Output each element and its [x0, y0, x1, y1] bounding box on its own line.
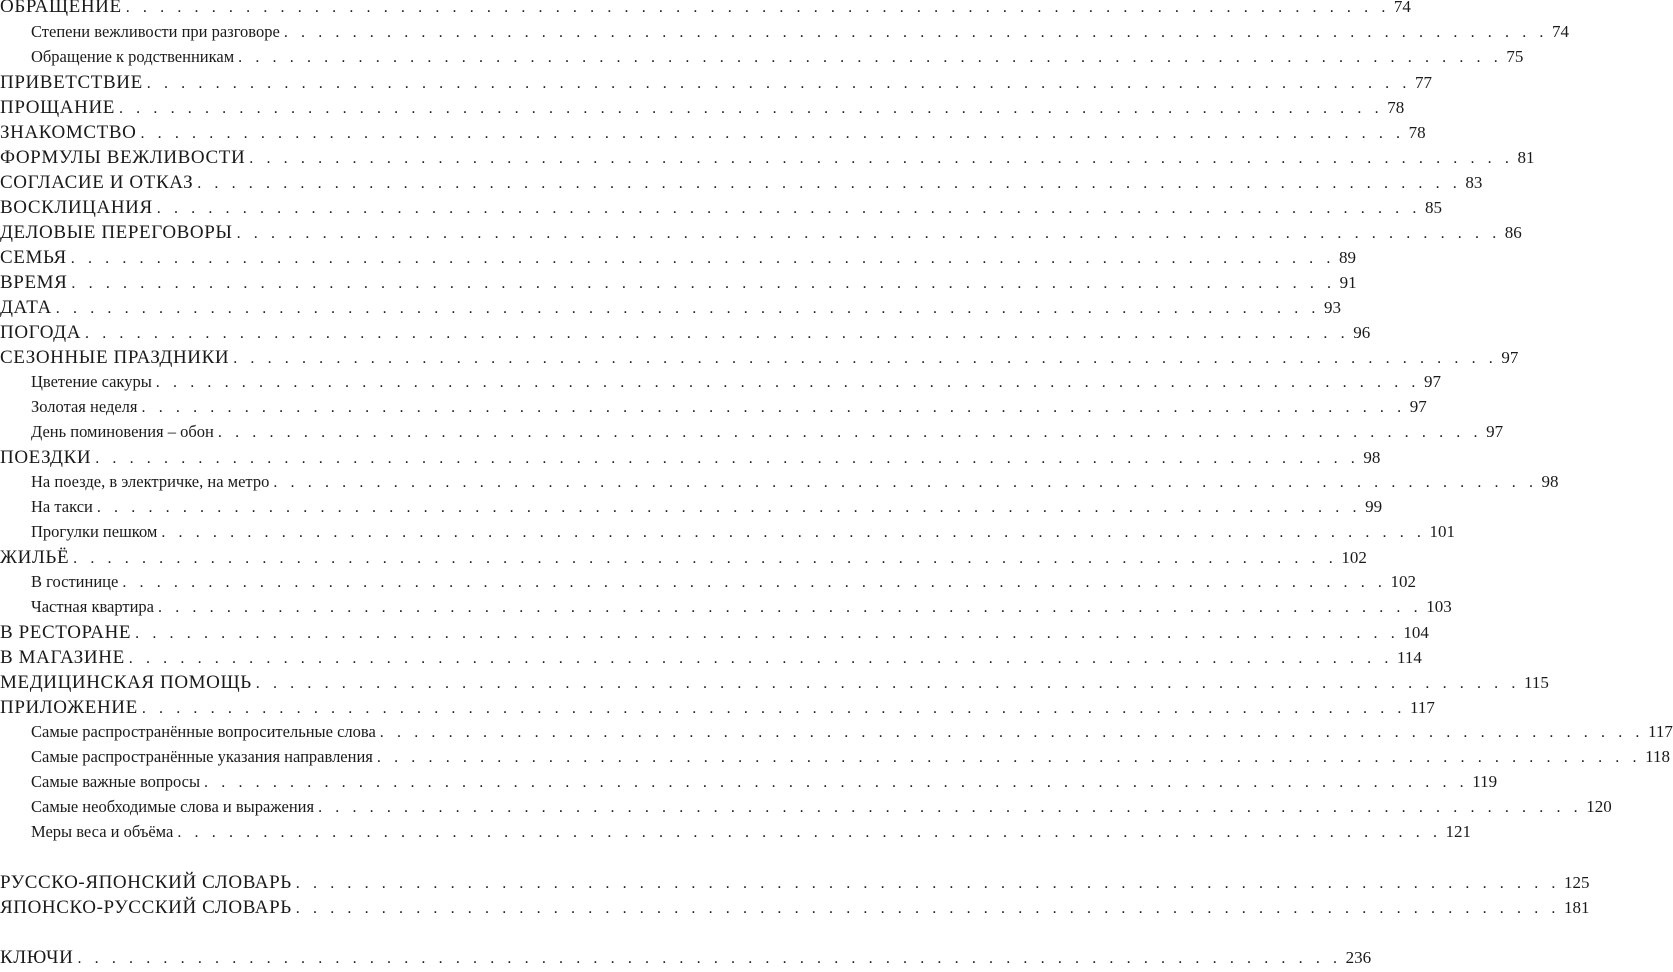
toc-section: [0, 222, 1522, 247]
dot-leader: . . . . . . . . . . . . . . . . . . . . . . . . . . . . . . . . . . . . . . . . . . . . . . . . . . . . . . . . . . . . . . . . . . . . . . . . . .: [161, 524, 1426, 541]
toc-subsection: [0, 572, 1417, 597]
toc-entry-title: ПОГОДА: [0, 322, 82, 343]
dot-leader: . . . . . . . . . . . . . . . . . . . . . . . . . . . . . . . . . . . . . . . . . . . . . . . . . . . . . . . . . . . . . . . . . . . . . . . . . .: [155, 374, 1420, 391]
dot-leader: . . . . . . . . . . . . . . . . . . . . . . . . . . . . . . . . . . . . . . . . . . . . . . . . . . . . . . . . . . . . . . . . . . . . . . . . . .: [118, 100, 1384, 117]
toc-page-number: 115: [1523, 673, 1549, 692]
toc-entry-title: Золотая неделя: [31, 397, 138, 416]
dot-leader: . . . . . . . . . . . . . . . . . . . . . . . . . . . . . . . . . . . . . . . . . . . . . . . . . . . . . . . . . . . . . . . . . . . . . . . . . .: [128, 650, 1393, 667]
toc-page-number: 117: [1410, 698, 1435, 717]
toc-entry-title: Прогулки пешком: [31, 522, 158, 541]
toc-section: [0, 697, 1435, 722]
toc-entry-title: В МАГАЗИНЕ: [0, 647, 125, 668]
toc-entry-title: ПРОЩАНИЕ: [0, 97, 115, 118]
dot-leader: . . . . . . . . . . . . . . . . . . . . . . . . . . . . . . . . . . . . . . . . . . . . . . . . . . . . . . . . . . . . . . . . . . . . . . . . . .: [156, 200, 1421, 217]
dot-leader: . . . . . . . . . . . . . . . . . . . . . . . . . . . . . . . . . . . . . . . . . . . . . . . . . . . . . . . . . . . . . . . . . . . . . . . . . .: [125, 0, 1390, 16]
toc-entry-title: Самые необходимые слова и выражения: [31, 797, 315, 816]
dot-leader: . . . . . . . . . . . . . . . . . . . . . . . . . . . . . . . . . . . . . . . . . . . . . . . . . . . . . . . . . . . . . . . . . . . . . . . . . .: [95, 450, 1360, 467]
toc-entry-title: Самые распространённые указания направления: [31, 747, 373, 766]
toc-page-number: 181: [1564, 898, 1590, 917]
toc-entry-title: ЖИЛЬЁ: [0, 547, 70, 568]
toc-entry-title: В РЕСТОРАНЕ: [0, 622, 132, 643]
toc-entry-title: На поезде, в электричке, на метро: [31, 472, 270, 491]
dot-leader: . . . . . . . . . . . . . . . . . . . . . . . . . . . . . . . . . . . . . . . . . . . . . . . . . . . . . . . . . . . . . . . . . . . . . . . . . .: [71, 275, 1336, 292]
toc-page-number: 114: [1396, 648, 1422, 667]
toc-section: [0, 647, 1422, 672]
toc-entry-title: ОБРАЩЕНИЕ: [0, 0, 122, 17]
dot-leader: . . . . . . . . . . . . . . . . . . . . . . . . . . . . . . . . . . . . . . . . . . . . . . . . . . . . . . . . . . . . . . . . . . . . . . . . . .: [217, 424, 1483, 441]
toc-entry-title: Самые важные вопросы: [31, 772, 201, 791]
toc-entry-title: Самые распространённые вопросительные слова: [31, 722, 376, 741]
toc-entry-title: ФОРМУЛЫ ВЕЖЛИВОСТИ: [0, 147, 246, 168]
toc-page-number: 78: [1387, 98, 1405, 117]
toc-subsection: [0, 472, 1559, 497]
toc-entry-title: СЕМЬЯ: [0, 247, 67, 268]
toc-subsection: [0, 772, 1498, 797]
toc-page-number: 121: [1445, 822, 1472, 841]
toc-page-number: 85: [1424, 198, 1442, 217]
dot-leader: . . . . . . . . . . . . . . . . . . . . . . . . . . . . . . . . . . . . . . . . . . . . . . . . . . . . . . . . . . . . . . . . . . . . . . . . . .: [295, 875, 1560, 892]
dot-leader: . . . . . . . . . . . . . . . . . . . . . . . . . . . . . . . . . . . . . . . . . . . . . . . . . . . . . . . . . . . . . . . . . . . . . . . . . .: [233, 350, 1498, 367]
dot-leader: . . . . . . . . . . . . . . . . . . . . . . . . . . . . . . . . . . . . . . . . . . . . . . . . . . . . . . . . . . . . . . . . . . . . . . . . . .: [204, 774, 1469, 791]
toc-entry-title: МЕДИЦИНСКАЯ ПОМОЩЬ: [0, 672, 252, 693]
toc-subsection: [0, 422, 1504, 447]
toc-page-number: 74: [1393, 0, 1411, 16]
toc-entry-title: Частная квартира: [31, 597, 155, 616]
dot-leader: . . . . . . . . . . . . . . . . . . . . . . . . . . . . . . . . . . . . . . . . . . . . . . . . . . . . . . . . . . . . . . . . . . . . . . . . . .: [376, 749, 1642, 766]
toc-entry-title: ВРЕМЯ: [0, 272, 68, 293]
toc-page-number: 125: [1564, 873, 1590, 892]
toc-section: [0, 97, 1405, 122]
toc-page-number: 83: [1465, 173, 1483, 192]
dot-leader: . . . . . . . . . . . . . . . . . . . . . . . . . . . . . . . . . . . . . . . . . . . . . . . . . . . . . . . . . . . . . . . . . . . . . . . . . .: [146, 75, 1411, 92]
toc-entry-title: ЯПОНСКО-РУССКИЙ СЛОВАРЬ: [0, 897, 292, 918]
dot-leader: . . . . . . . . . . . . . . . . . . . . . . . . . . . . . . . . . . . . . . . . . . . . . . . . . . . . . . . . . . . . . . . . . . . . . . . . . .: [85, 325, 1350, 342]
toc-page-number: 97: [1501, 348, 1519, 367]
toc-entry-title: ДЕЛОВЫЕ ПЕРЕГОВОРЫ: [0, 222, 233, 243]
dot-leader: . . . . . . . . . . . . . . . . . . . . . . . . . . . . . . . . . . . . . . . . . . . . . . . . . . . . . . . . . . . . . . . . . . . . . . . . . .: [141, 700, 1407, 717]
toc-subsection: [0, 397, 1427, 422]
dot-leader: . . . . . . . . . . . . . . . . . . . . . . . . . . . . . . . . . . . . . . . . . . . . . . . . . . . . . . . . . . . . . . . . . . . . . . . . . .: [273, 474, 1538, 491]
toc-entry-title: Цветение сакуры: [31, 372, 152, 391]
toc-entry-title: На такси: [31, 497, 93, 516]
toc-section: [0, 447, 1381, 472]
dot-leader: . . . . . . . . . . . . . . . . . . . . . . . . . . . . . . . . . . . . . . . . . . . . . . . . . . . . . . . . . . . . . . . . . . . . . . . . . .: [73, 550, 1338, 567]
toc-section: [0, 622, 1429, 647]
dot-leader: . . . . . . . . . . . . . . . . . . . . . . . . . . . . . . . . . . . . . . . . . . . . . . . . . . . . . . . . . . . . . . . . . . . . . . . . . .: [122, 574, 1387, 591]
toc-section: [0, 122, 1426, 147]
toc-section: [0, 297, 1341, 322]
dot-leader: . . . . . . . . . . . . . . . . . . . . . . . . . . . . . . . . . . . . . . . . . . . . . . . . . . . . . . . . . . . . . . . . . . . . . . . . . .: [379, 724, 1644, 741]
toc-entry-title: Меры веса и объёма: [31, 822, 174, 841]
toc-subsection: [0, 372, 1441, 397]
toc-page-number: 99: [1365, 497, 1383, 516]
toc-page-number: 93: [1324, 298, 1341, 317]
toc-page-number: 118: [1645, 747, 1670, 766]
dot-leader: . . . . . . . . . . . . . . . . . . . . . . . . . . . . . . . . . . . . . . . . . . . . . . . . . . . . . . . . . . . . . . . . . . . . . . . . . .: [77, 950, 1342, 967]
dot-leader: . . . . . . . . . . . . . . . . . . . . . . . . . . . . . . . . . . . . . . . . . . . . . . . . . . . . . . . . . . . . . . . . . . . . . . . . . .: [318, 799, 1583, 816]
dot-leader: . . . . . . . . . . . . . . . . . . . . . . . . . . . . . . . . . . . . . . . . . . . . . . . . . . . . . . . . . . . . . . . . . . . . . . . . . .: [295, 900, 1560, 917]
dot-leader: . . . . . . . . . . . . . . . . . . . . . . . . . . . . . . . . . . . . . . . . . . . . . . . . . . . . . . . . . . . . . . . . . . . . . . . . . .: [177, 824, 1442, 841]
toc-page-number: 98: [1363, 448, 1381, 467]
toc-page-number: 91: [1339, 273, 1357, 292]
toc-section: [0, 72, 1432, 97]
dot-leader: . . . . . . . . . . . . . . . . . . . . . . . . . . . . . . . . . . . . . . . . . . . . . . . . . . . . . . . . . . . . . . . . . . . . . . . . . .: [55, 300, 1320, 317]
toc-subsection: [0, 22, 1570, 47]
toc-entry-title: КЛЮЧИ: [0, 947, 74, 968]
toc-entry-title: ПРИВЕТСТВИЕ: [0, 72, 143, 93]
toc-subsection: [0, 747, 1670, 772]
toc-entry-title: Степени вежливости при разговоре: [31, 22, 280, 41]
toc-page-number: 236: [1345, 948, 1372, 967]
toc-page-number: 78: [1408, 123, 1426, 142]
toc-entry-title: СЕЗОННЫЕ ПРАЗДНИКИ: [0, 347, 230, 368]
toc-section: [0, 347, 1519, 372]
toc-section: [0, 172, 1483, 197]
toc-page-number: 97: [1486, 422, 1504, 441]
toc-entry-title: ПРИЛОЖЕНИЕ: [0, 697, 138, 718]
toc-subsection: [0, 597, 1452, 622]
toc-section: [0, 897, 1590, 922]
toc-page-number: 86: [1504, 223, 1522, 242]
toc-page-number: 98: [1541, 472, 1559, 491]
dot-leader: . . . . . . . . . . . . . . . . . . . . . . . . . . . . . . . . . . . . . . . . . . . . . . . . . . . . . . . . . . . . . . . . . . . . . . . . . .: [140, 125, 1405, 142]
toc-subsection: [0, 497, 1383, 522]
toc-page-number: 97: [1424, 372, 1441, 391]
toc-page-number: 104: [1403, 623, 1429, 642]
toc-subsection: [0, 522, 1456, 547]
dot-leader: . . . . . . . . . . . . . . . . . . . . . . . . . . . . . . . . . . . . . . . . . . . . . . . . . . . . . . . . . . . . . . . . . . . . . . . . . .: [197, 175, 1462, 192]
toc-subsection: [0, 47, 1524, 72]
toc-section: [0, 672, 1549, 697]
toc-entry-title: ВОСКЛИЦАНИЯ: [0, 197, 153, 218]
dot-leader: . . . . . . . . . . . . . . . . . . . . . . . . . . . . . . . . . . . . . . . . . . . . . . . . . . . . . . . . . . . . . . . . . . . . . . . . . .: [238, 49, 1503, 66]
toc-section: [0, 322, 1371, 347]
toc-entry-title: ЗНАКОМСТВО: [0, 122, 137, 143]
toc-section: [0, 872, 1590, 897]
toc-section: [0, 547, 1367, 572]
toc-entry-title: День поминовения – обон: [31, 422, 214, 441]
toc-entry-title: В гостинице: [31, 572, 119, 591]
toc-subsection: [0, 722, 1673, 747]
toc-section: [0, 247, 1356, 272]
toc-subsection: [0, 797, 1612, 822]
toc-page-number: 119: [1472, 772, 1498, 791]
toc-page-number: 102: [1390, 572, 1417, 591]
toc-section: [0, 147, 1535, 172]
toc-entry-title: ПОЕЗДКИ: [0, 447, 92, 468]
dot-leader: . . . . . . . . . . . . . . . . . . . . . . . . . . . . . . . . . . . . . . . . . . . . . . . . . . . . . . . . . . . . . . . . . . . . . . . . . .: [236, 225, 1501, 242]
dot-leader: . . . . . . . . . . . . . . . . . . . . . . . . . . . . . . . . . . . . . . . . . . . . . . . . . . . . . . . . . . . . . . . . . . . . . . . . . .: [70, 250, 1335, 267]
toc-page-number: 97: [1409, 397, 1427, 416]
toc-section: [0, 0, 1411, 21]
toc-subsection: [0, 822, 1472, 847]
dot-leader: . . . . . . . . . . . . . . . . . . . . . . . . . . . . . . . . . . . . . . . . . . . . . . . . . . . . . . . . . . . . . . . . . . . . . . . . . .: [255, 675, 1520, 692]
toc-page-number: 102: [1341, 548, 1367, 567]
toc-page-number: 120: [1586, 797, 1612, 816]
toc-page-number: 117: [1648, 722, 1673, 741]
toc-section: [0, 197, 1442, 222]
toc-section: [0, 272, 1357, 297]
toc-entry-title: СОГЛАСИЕ И ОТКАЗ: [0, 172, 194, 193]
toc-page-number: 96: [1353, 323, 1371, 342]
toc-page-number: 75: [1506, 47, 1524, 66]
toc-page-number: 81: [1517, 148, 1535, 167]
toc-page-number: 103: [1426, 597, 1452, 616]
dot-leader: . . . . . . . . . . . . . . . . . . . . . . . . . . . . . . . . . . . . . . . . . . . . . . . . . . . . . . . . . . . . . . . . . . . . . . . . . .: [141, 399, 1406, 416]
dot-leader: . . . . . . . . . . . . . . . . . . . . . . . . . . . . . . . . . . . . . . . . . . . . . . . . . . . . . . . . . . . . . . . . . . . . . . . . . .: [135, 625, 1400, 642]
dot-leader: . . . . . . . . . . . . . . . . . . . . . . . . . . . . . . . . . . . . . . . . . . . . . . . . . . . . . . . . . . . . . . . . . . . . . . . . . .: [249, 150, 1514, 167]
toc-page-number: 74: [1552, 22, 1570, 41]
toc-entry-title: Обращение к родственникам: [31, 47, 235, 66]
toc-entry-title: ДАТА: [0, 297, 52, 318]
toc-page-number: 101: [1429, 522, 1456, 541]
toc-section: [0, 947, 1372, 972]
dot-leader: . . . . . . . . . . . . . . . . . . . . . . . . . . . . . . . . . . . . . . . . . . . . . . . . . . . . . . . . . . . . . . . . . . . . . . . . . .: [283, 24, 1549, 41]
toc-entry-title: РУССКО-ЯПОНСКИЙ СЛОВАРЬ: [0, 872, 292, 893]
toc-page-number: 77: [1414, 73, 1432, 92]
dot-leader: . . . . . . . . . . . . . . . . . . . . . . . . . . . . . . . . . . . . . . . . . . . . . . . . . . . . . . . . . . . . . . . . . . . . . . . . . .: [96, 499, 1362, 516]
dot-leader: . . . . . . . . . . . . . . . . . . . . . . . . . . . . . . . . . . . . . . . . . . . . . . . . . . . . . . . . . . . . . . . . . . . . . . . . . .: [158, 599, 1423, 616]
toc-page-number: 89: [1338, 248, 1356, 267]
